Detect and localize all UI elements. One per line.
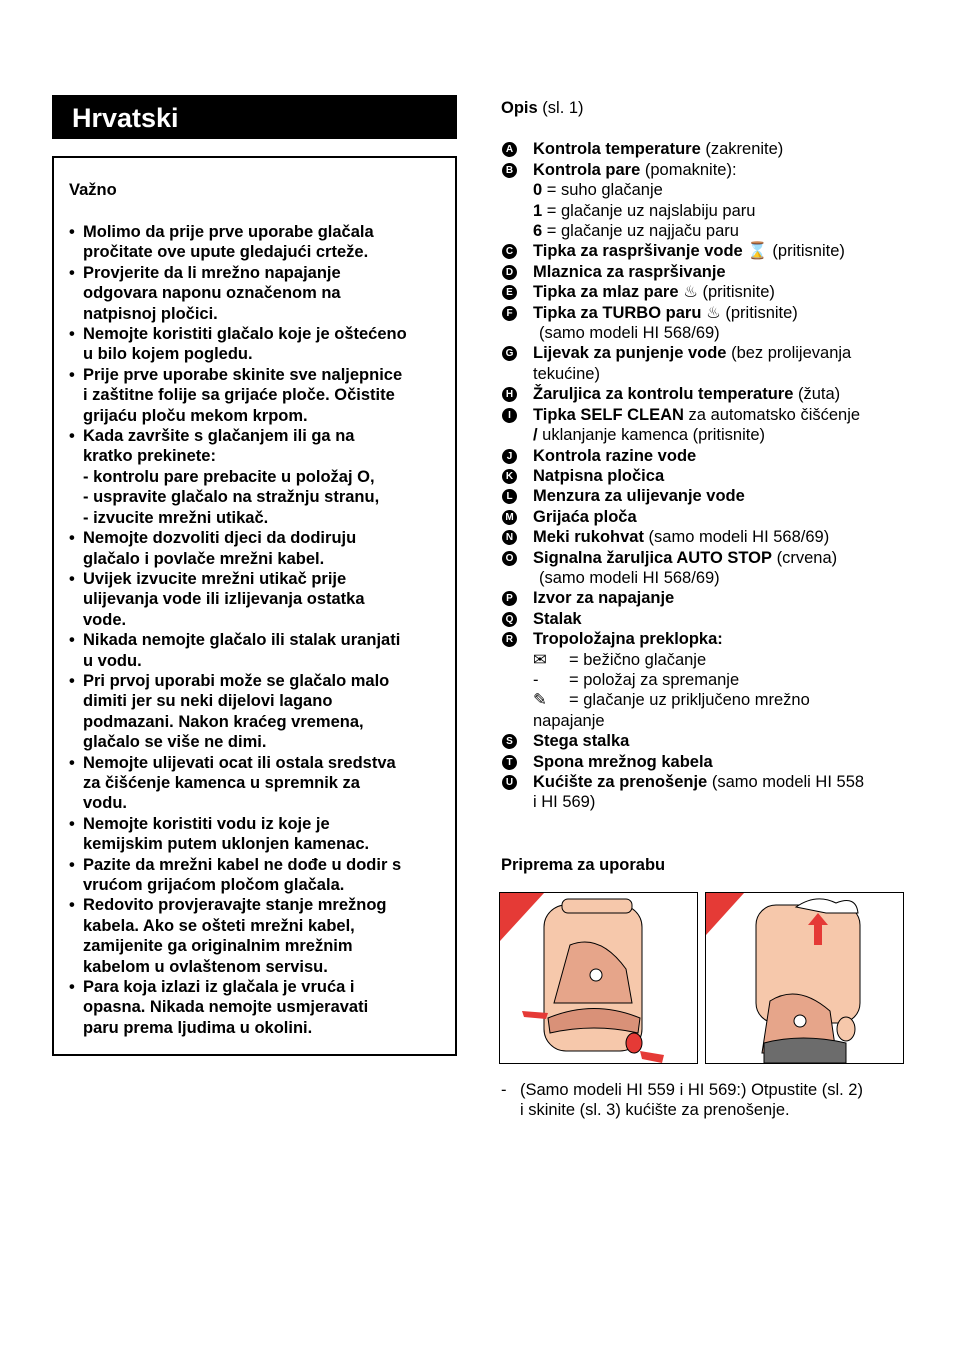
steam-setting bbox=[533, 221, 911, 241]
warning-line: grijaću ploču mekom krpom. bbox=[83, 406, 308, 425]
description-line bbox=[533, 242, 845, 260]
description-bold: Tropoložajna preklopka: bbox=[533, 630, 723, 649]
description-line bbox=[533, 610, 582, 628]
warning-item bbox=[69, 895, 449, 977]
description-item bbox=[501, 343, 911, 384]
description-bold: Natpisna pločica bbox=[533, 466, 665, 485]
description-item bbox=[501, 139, 911, 159]
setting-value: 0 bbox=[533, 181, 543, 200]
steam-setting bbox=[533, 201, 911, 221]
bullet-icon: • bbox=[69, 427, 75, 446]
description-section bbox=[501, 98, 911, 813]
arrow-right-icon bbox=[640, 1051, 664, 1063]
description-continuation bbox=[533, 792, 911, 812]
warning-item bbox=[69, 324, 449, 365]
description-bold: Signalna žaruljica AUTO STOP bbox=[533, 548, 773, 567]
letter-badge-icon: A bbox=[502, 142, 517, 157]
warning-line: vrućom grijaćom pločom glačala. bbox=[83, 876, 345, 894]
description-normal: ♨ (pritisnite) bbox=[701, 303, 798, 322]
switch-symbol-icon: - bbox=[533, 670, 539, 689]
note-line: (Samo modeli HI 559 i HI 569:) Otpustite (sl. 2) bbox=[520, 1081, 863, 1099]
warning-item bbox=[69, 528, 449, 569]
warning-item bbox=[69, 365, 449, 426]
description-item bbox=[501, 405, 911, 446]
description-bold: Stega stalka bbox=[533, 732, 630, 751]
bullet-icon: • bbox=[69, 631, 75, 650]
warning-item bbox=[69, 263, 449, 324]
letter-badge-icon: K bbox=[502, 469, 517, 484]
description-bold: Menzura za ulijevanje vode bbox=[533, 487, 745, 506]
switch-symbol-icon: ✎ bbox=[533, 691, 547, 710]
warning-line: vodu. bbox=[83, 794, 127, 813]
warning-line: odgovara naponu označenom na bbox=[83, 284, 341, 303]
bullet-icon: • bbox=[69, 814, 75, 833]
letter-badge-icon: N bbox=[502, 530, 517, 545]
letter-badge-icon: G bbox=[502, 346, 517, 361]
warning-item bbox=[69, 630, 449, 671]
description-line bbox=[533, 406, 860, 424]
warning-line: opasna. Nikada nemojte usmjeravati bbox=[83, 998, 369, 1017]
preparation-note bbox=[501, 1080, 911, 1121]
letter-badge-icon: R bbox=[502, 632, 517, 647]
warning-item bbox=[69, 753, 449, 814]
description-bold: Meki rukohvat bbox=[533, 528, 644, 547]
warning-line: podmazani. Nakon kraćeg vremena, bbox=[83, 712, 364, 731]
bullet-icon: • bbox=[69, 753, 75, 772]
description-item bbox=[501, 507, 911, 527]
steam-setting bbox=[533, 180, 911, 200]
setting-text: = glačanje uz najslabiju paru bbox=[542, 201, 756, 220]
description-item bbox=[501, 486, 911, 506]
description-normal: (samo modeli HI 558 bbox=[707, 773, 865, 791]
warning-line: u vodu. bbox=[83, 651, 142, 670]
description-line bbox=[533, 344, 851, 362]
description-item bbox=[501, 160, 911, 242]
description-bold: Mlaznica za raspršivanje bbox=[533, 262, 726, 281]
description-normal: ⌛ (pritisnite) bbox=[742, 242, 845, 261]
bullet-icon: • bbox=[69, 263, 75, 282]
warning-line: i zaštitne folije sa grijaće ploče. Očistite bbox=[83, 386, 395, 405]
switch-text: = položaj za spremanje bbox=[569, 670, 740, 689]
description-line bbox=[533, 549, 837, 567]
description-line bbox=[533, 753, 713, 771]
setting-value: 6 bbox=[533, 222, 543, 241]
description-bold: Kućište za prenošenje bbox=[533, 773, 708, 791]
description-bold: Kontrola pare bbox=[533, 160, 641, 179]
corner-mark bbox=[706, 893, 744, 935]
description-normal: (crvena) bbox=[772, 548, 838, 567]
description-bold: Kontrola razine vode bbox=[533, 446, 697, 465]
release-button bbox=[626, 1033, 642, 1053]
warning-line: Nemojte ulijevati ocat ili ostala sredstva bbox=[83, 753, 396, 772]
warning-line: Provjerite da li mrežno napajanje bbox=[83, 263, 341, 282]
warning-line: natpisnoj pločici. bbox=[83, 304, 218, 323]
description-item bbox=[501, 241, 911, 261]
warning-item bbox=[69, 977, 449, 1038]
description-bold: Tipka za TURBO paru bbox=[533, 303, 702, 322]
warning-line: zamijenite ga originalnim mrežnim bbox=[83, 937, 353, 956]
description-bold: Spona mrežnog kabela bbox=[533, 752, 713, 771]
description-item bbox=[501, 731, 911, 751]
warning-line: ulijevanja vode ili izlijevanja ostatka bbox=[83, 590, 365, 609]
warning-line: Nemojte koristiti glačalo koje je oštećeno bbox=[83, 325, 407, 344]
warning-line: dimiti jer su neki dijelovi lagano bbox=[83, 692, 333, 711]
description-normal: (pomaknite): bbox=[640, 160, 737, 179]
bullet-icon: • bbox=[69, 978, 75, 997]
letter-badge-icon: T bbox=[502, 755, 517, 770]
warning-line: - uspravite glačalo na stražnju stranu, bbox=[83, 488, 380, 507]
description-line bbox=[533, 508, 637, 526]
description-item bbox=[501, 466, 911, 486]
preparation-title: Priprema za uporabu bbox=[501, 856, 666, 874]
description-item bbox=[501, 548, 911, 589]
warning-line: Molimo da prije prve uporabe glačala bbox=[83, 223, 374, 241]
warning-item bbox=[69, 855, 449, 896]
description-bold: Tipka SELF CLEAN bbox=[533, 405, 684, 424]
warning-line: Uvijek izvucite mrežni utikač prije bbox=[83, 569, 347, 588]
bullet-icon: • bbox=[69, 529, 75, 548]
description-list bbox=[501, 139, 911, 812]
description-line bbox=[533, 630, 723, 648]
switch-option bbox=[533, 690, 911, 710]
warning-line: za čišćenje kamenca u spremnik za bbox=[83, 773, 360, 792]
warning-line: Nikada nemojte glačalo ili stalak uranjati bbox=[83, 631, 401, 650]
description-line bbox=[533, 528, 829, 546]
description-normal: (zakrenite) bbox=[700, 140, 784, 159]
letter-badge-icon: F bbox=[502, 306, 517, 321]
letter-badge-icon: O bbox=[502, 551, 517, 566]
description-item bbox=[501, 772, 911, 813]
switch-symbol-icon: ✉ bbox=[533, 650, 547, 669]
description-continuation bbox=[533, 425, 911, 445]
description-cont: tekućine) bbox=[533, 364, 600, 383]
warning-line: Nemojte dozvoliti djeci da dodiruju bbox=[83, 529, 357, 548]
warning-line: glačalo se više ne dimi. bbox=[83, 733, 267, 752]
letter-badge-icon: J bbox=[502, 449, 517, 464]
description-item bbox=[501, 262, 911, 282]
warning-line: Nemojte koristiti vodu iz koje je bbox=[83, 814, 330, 833]
letter-badge-icon: S bbox=[502, 734, 517, 749]
description-extra: (samo modeli HI 568/69) bbox=[539, 568, 720, 587]
warning-line: kratko prekinete: bbox=[83, 447, 216, 466]
description-cont-bold: / bbox=[533, 426, 538, 445]
warning-line: Redovito provjeravajte stanje mrežnog bbox=[83, 896, 387, 915]
warning-line: Pazite da mrežni kabel ne dođe u dodir s bbox=[83, 855, 402, 874]
letter-badge-icon: L bbox=[502, 489, 517, 504]
bullet-icon: • bbox=[69, 896, 75, 915]
description-bold: Izvor za napajanje bbox=[533, 589, 675, 608]
warning-line: u bilo kojem pogledu. bbox=[83, 345, 253, 364]
description-item bbox=[501, 609, 911, 629]
letter-badge-icon: P bbox=[502, 591, 517, 606]
description-line bbox=[533, 385, 840, 403]
letter-badge-icon: M bbox=[502, 510, 517, 525]
description-continuation bbox=[533, 711, 911, 731]
switch-text: = glačanje uz priključeno mrežno bbox=[569, 691, 810, 710]
letter-badge-icon: B bbox=[502, 163, 517, 178]
note-line: i skinite (sl. 3) kućište za prenošenje. bbox=[520, 1101, 790, 1120]
description-normal: (bez prolijevanja bbox=[726, 344, 852, 363]
warning-line: glačalo i povlače mrežni kabel. bbox=[83, 549, 325, 568]
description-bold: Kontrola temperature bbox=[533, 140, 701, 159]
description-item bbox=[501, 752, 911, 772]
warning-item bbox=[69, 222, 449, 263]
bullet-icon: • bbox=[69, 671, 75, 690]
description-bold: Žaruljica za kontrolu temperature bbox=[533, 385, 794, 404]
description-item bbox=[501, 282, 911, 302]
description-line bbox=[533, 304, 798, 322]
warning-line: paru prema ljudima u okolini. bbox=[83, 1018, 313, 1037]
description-bold: Tipka za raspršivanje vode bbox=[533, 242, 743, 261]
warning-line: kabela. Ako se ošteti mrežni kabel, bbox=[83, 916, 355, 935]
bullet-icon: • bbox=[69, 855, 75, 874]
description-item bbox=[501, 588, 911, 608]
description-line bbox=[533, 447, 696, 465]
warning-box bbox=[52, 156, 457, 1056]
warning-title: Važno bbox=[69, 181, 117, 199]
description-normal: (samo modeli HI 568/69) bbox=[643, 528, 830, 547]
letter-badge-icon: E bbox=[502, 285, 517, 300]
description-normal: za automatsko čišćenje bbox=[683, 405, 861, 424]
warning-line: Para koja izlazi iz glačala je vruća i bbox=[83, 978, 355, 997]
description-title-text: Opis bbox=[501, 99, 538, 117]
warning-line: Pri prvoj uporabi može se glačalo malo bbox=[83, 671, 390, 690]
description-line bbox=[533, 773, 864, 791]
figure-remove-case bbox=[705, 892, 904, 1064]
description-item bbox=[501, 446, 911, 466]
warning-item bbox=[69, 426, 449, 528]
description-title-ref: (sl. 1) bbox=[542, 99, 584, 117]
description-extra: (samo modeli HI 568/69) bbox=[539, 324, 720, 343]
description-line bbox=[533, 487, 745, 505]
description-item bbox=[501, 629, 911, 731]
warning-item bbox=[69, 814, 449, 855]
description-bold: Tipka za mlaz pare bbox=[533, 283, 679, 302]
description-line bbox=[533, 732, 629, 750]
description-line bbox=[533, 263, 726, 281]
switch-text: = bežično glačanje bbox=[569, 650, 707, 669]
description-continuation bbox=[533, 364, 911, 384]
switch-option bbox=[533, 670, 911, 690]
warning-line: kabelom u ovlaštenom servisu. bbox=[83, 957, 328, 976]
description-normal: (žuta) bbox=[793, 385, 841, 404]
warning-list bbox=[69, 222, 449, 1038]
description-item bbox=[501, 384, 911, 404]
description-title bbox=[501, 98, 911, 118]
bullet-icon: • bbox=[69, 569, 75, 588]
warning-line: - kontrolu pare prebacite u položaj O, bbox=[83, 467, 375, 486]
description-line bbox=[533, 161, 737, 179]
description-cont: napajanje bbox=[533, 711, 605, 730]
setting-text: = glačanje uz najjaču paru bbox=[542, 222, 739, 241]
letter-badge-icon: I bbox=[502, 408, 517, 423]
description-bold: Grijaća ploča bbox=[533, 507, 637, 526]
note-dash: - bbox=[501, 1081, 507, 1099]
letter-badge-icon: H bbox=[502, 387, 517, 402]
description-cont: i HI 569) bbox=[533, 793, 596, 812]
letter-badge-icon: Q bbox=[502, 612, 517, 627]
warning-line: Prije prve uporabe skinite sve naljepnice bbox=[83, 365, 403, 384]
description-cont: uklanjanje kamenca (pritisnite) bbox=[537, 426, 766, 445]
description-line bbox=[533, 140, 783, 158]
description-normal: ♨ (pritisnite) bbox=[678, 283, 775, 302]
description-line bbox=[533, 467, 664, 485]
setting-value: 1 bbox=[533, 201, 543, 220]
language-banner: Hrvatski bbox=[52, 95, 457, 139]
bullet-icon: • bbox=[69, 223, 75, 241]
warning-item bbox=[69, 671, 449, 753]
bullet-icon: • bbox=[69, 365, 75, 384]
letter-badge-icon: D bbox=[502, 265, 517, 280]
warning-line: pročitate ove upute gledajući crteže. bbox=[83, 243, 369, 262]
description-item bbox=[501, 303, 911, 344]
description-item bbox=[501, 527, 911, 547]
switch-option bbox=[533, 650, 911, 670]
warning-line: - izvucite mrežni utikač. bbox=[83, 508, 269, 527]
description-bold: Stalak bbox=[533, 609, 582, 628]
bullet-icon: • bbox=[69, 325, 75, 344]
warning-line: vode. bbox=[83, 610, 127, 629]
description-line bbox=[533, 589, 674, 607]
description-line bbox=[533, 283, 775, 301]
warning-item bbox=[69, 569, 449, 630]
corner-mark bbox=[500, 893, 544, 941]
figure-unlock-case bbox=[499, 892, 698, 1064]
letter-badge-icon: C bbox=[502, 244, 517, 259]
letter-badge-icon: U bbox=[502, 775, 517, 790]
setting-text: = suho glačanje bbox=[542, 181, 663, 200]
description-bold: Lijevak za punjenje vode bbox=[533, 344, 727, 363]
warning-line: kemijskim putem uklonjen kamenac. bbox=[83, 835, 370, 854]
warning-line: Kada završite s glačanjem ili ga na bbox=[83, 427, 355, 446]
